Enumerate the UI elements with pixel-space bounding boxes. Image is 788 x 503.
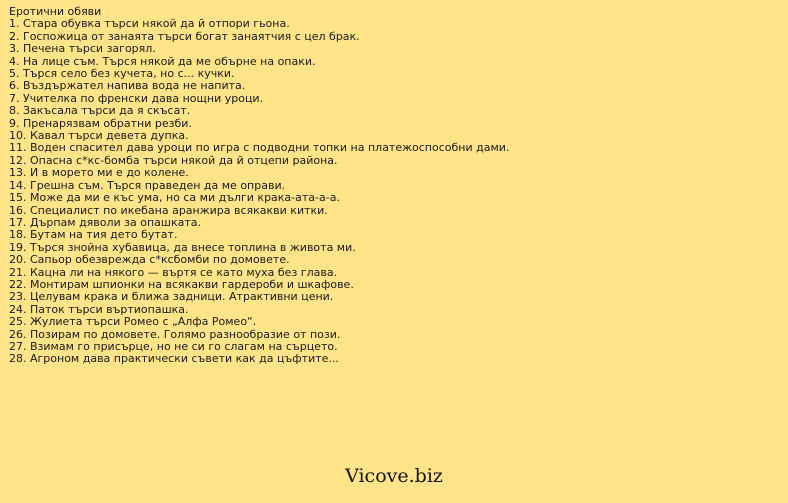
list-item: 22. Монтирам шпионки на всякакви гардероби и шкафове. bbox=[9, 277, 354, 291]
list-item: 8. Закъсала търси да я скъсат. bbox=[9, 104, 191, 118]
jokes-content bbox=[9, 6, 779, 366]
list-item: 26. Позирам по домовете. Голямо разнообразие от пози. bbox=[9, 327, 341, 341]
list-item: 15. Може да ми е къс ума, но са ми дълги крака-ата-а-а. bbox=[9, 191, 340, 205]
list-item: 28. Агроном дава практически съвети как да цъфтите... bbox=[9, 352, 339, 366]
list-item: 24. Паток търси въртиопашка. bbox=[9, 302, 189, 316]
list-item: 19. Търся знойна хубавица, да внесе топлина в живота ми. bbox=[9, 240, 356, 254]
list-item: 10. Кавал търси девета дупка. bbox=[9, 129, 189, 143]
list-item: 18. Бутам на тия дето бутат. bbox=[9, 228, 178, 242]
page-title: Еротични обяви bbox=[9, 5, 102, 18]
list-item: 20. Сапьор обезврежда с*ксбомби по домовете. bbox=[9, 253, 290, 267]
list-item: 13. И в морето ми е до колене. bbox=[9, 166, 189, 180]
list-item: 9. Пренарязвам обратни резби. bbox=[9, 116, 192, 130]
list-item: 16. Специалист по икебана аранжира всякакви китки. bbox=[9, 203, 328, 217]
list-item: 6. Въздържател напива вода не напита. bbox=[9, 79, 246, 93]
list-item: 14. Грешна съм. Търся праведен да ме оправи. bbox=[9, 178, 286, 192]
list-item: 27. Взимам го присърце, но не си го слагам на сърцето. bbox=[9, 339, 338, 353]
joke-list bbox=[9, 18, 779, 365]
list-item: 3. Печена търси загорял. bbox=[9, 42, 156, 56]
list-item: 21. Кацна ли на някого — въртя се като муха без глава. bbox=[9, 265, 338, 279]
list-item: 5. Търся село без кучета, но с... кучки. bbox=[9, 67, 235, 81]
list-item: 12. Опасна с*кс-бомба търси някой да й отцепи района. bbox=[9, 153, 338, 167]
list-item: 2. Госпожица от занаята търси богат занаятчия с цел брак. bbox=[9, 29, 360, 43]
list-item: 25. Жулиета търси Ромео с „Алфа Ромео“. bbox=[9, 315, 257, 329]
list-item: 23. Целувам крака и ближа задници. Атрактивни цени. bbox=[9, 290, 334, 304]
list-item: 17. Дърпам дяволи за опашката. bbox=[9, 215, 202, 229]
list-item: 1. Стара обувка търси някой да й отпори гьона. bbox=[9, 17, 290, 31]
list-item: 4. На лице съм. Търся някой да ме обърне на опаки. bbox=[9, 54, 316, 68]
list-item: 7. Учителка по френски дава нощни уроци. bbox=[9, 91, 264, 105]
site-watermark: Vicove.biz bbox=[345, 465, 443, 487]
list-item: 11. Воден спасител дава уроци по игра с подводни топки на платежоспособни дами. bbox=[9, 141, 510, 155]
